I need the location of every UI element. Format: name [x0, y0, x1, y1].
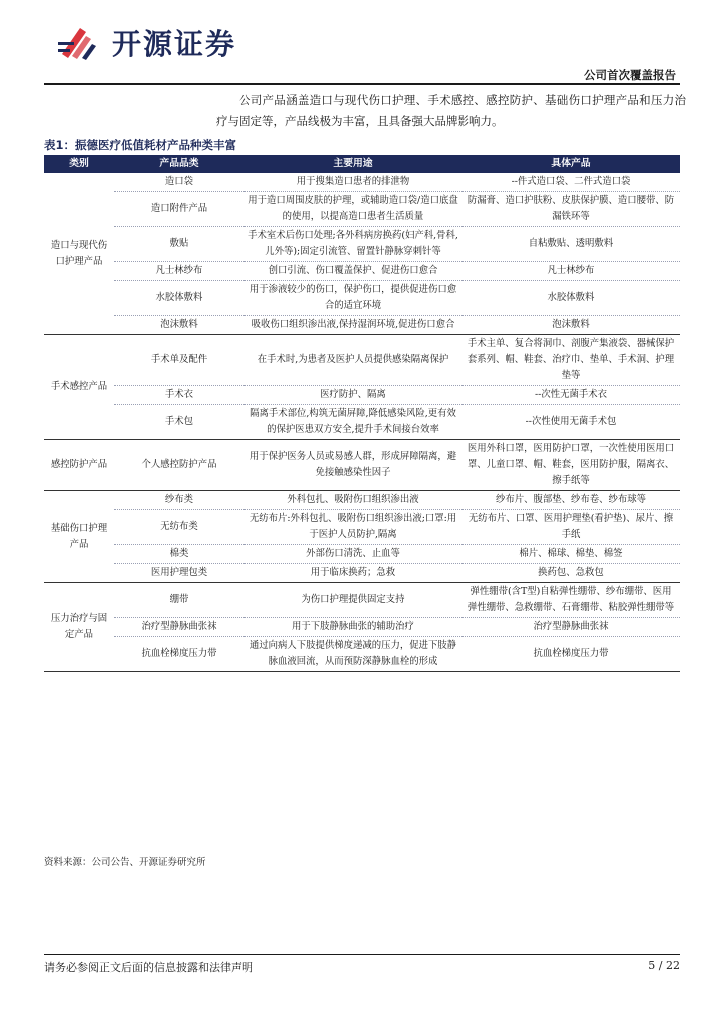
product-type-cell: 医用护理包类: [114, 564, 244, 583]
specific-products-cell: 防漏膏、造口护肤粉、皮肤保护膜、造口腰带、防漏铁环等: [462, 192, 680, 227]
header-main-use: 主要用途: [244, 155, 462, 173]
table-row: [44, 440, 680, 491]
footer-disclaimer: 请务必参阅正文后面的信息披露和法律声明: [44, 961, 253, 974]
table-row: [44, 386, 680, 405]
category-cell: 感控防护产品: [44, 440, 114, 491]
table-row: [44, 192, 680, 227]
specific-products-cell: 水胶体敷料: [462, 281, 680, 316]
table-row: [44, 262, 680, 281]
main-use-cell: 为伤口护理提供固定支持: [244, 583, 462, 618]
header-specific-products: 具体产品: [462, 155, 680, 173]
specific-products-cell: --次性无菌手术衣: [462, 386, 680, 405]
category-cell: 基础伤口护理产品: [44, 491, 114, 583]
specific-products-cell: 棉片、棉球、棉垫、棉签: [462, 545, 680, 564]
product-type-cell: 棉类: [114, 545, 244, 564]
main-use-cell: 用于下肢静脉曲张的辅助治疗: [244, 618, 462, 637]
header-product-type: 产品品类: [114, 155, 244, 173]
brand-logo: [58, 24, 236, 64]
product-type-cell: 泡沫敷料: [114, 316, 244, 335]
main-use-cell: 医疗防护、隔离: [244, 386, 462, 405]
main-use-cell: 吸收伤口组织渗出液,保持湿润环境,促进伤口愈合: [244, 316, 462, 335]
category-cell: 手术感控产品: [44, 335, 114, 440]
specific-products-cell: 医用外科口罩，医用防护口罩，一次性使用医用口罩、儿童口罩、帽、鞋套，医用防护服，隔离衣、擦手纸等: [462, 440, 680, 491]
product-type-cell: 手术衣: [114, 386, 244, 405]
kaiyuan-logo-icon: [58, 24, 104, 64]
product-type-cell: 造口附件产品: [114, 192, 244, 227]
header-category: 类别: [44, 155, 114, 173]
product-table: [44, 155, 680, 672]
table-body: [44, 173, 680, 672]
product-type-cell: 治疗型静脉曲张袜: [114, 618, 244, 637]
report-type-label: 公司首次覆盖报告: [584, 68, 676, 82]
main-use-cell: 用于保护医务人员或易感人群，形成屏障隔离，避免接触感染性因子: [244, 440, 462, 491]
source-note: 资料来源：公司公告、开源证券研究所: [44, 857, 206, 868]
product-type-cell: 绷带: [114, 583, 244, 618]
table-row: [44, 583, 680, 618]
table-row: [44, 510, 680, 545]
table-row: [44, 618, 680, 637]
table-row: [44, 227, 680, 262]
table-row: [44, 173, 680, 192]
product-type-cell: 纱布类: [114, 491, 244, 510]
header-divider: [44, 83, 680, 85]
intro-text: 公司产品涵盖造口与现代伤口护理、手术感控、感控防护、基础伤口护理产品和压力治疗与固定等，产品线极为丰富，且具备强大品牌影响力。: [216, 93, 686, 128]
main-use-cell: 用于造口周围皮肤的护理，或辅助造口袋/造口底盘的使用，以提高造口患者生活质量: [244, 192, 462, 227]
main-use-cell: 外科包扎、吸附伤口组织渗出液: [244, 491, 462, 510]
main-use-cell: 隔离手术部位,构筑无菌屏障,降低感染风险,更有效的保护医患双方安全,提升手术间接台效率: [244, 405, 462, 440]
specific-products-cell: 治疗型静脉曲张袜: [462, 618, 680, 637]
table-row: [44, 316, 680, 335]
main-use-cell: 创口引流、伤口覆盖保护、促进伤口愈合: [244, 262, 462, 281]
specific-products-cell: 无纺布片、口罩、医用护理垫(看护垫)、尿片、擦手纸: [462, 510, 680, 545]
specific-products-cell: 手术主单、复合将洞巾、剖腹产集液袋、器械保护套系列、帽、鞋套、治疗巾、垫单、手术洞、护理垫等: [462, 335, 680, 386]
product-type-cell: 抗血栓梯度压力带: [114, 637, 244, 672]
table-row: [44, 281, 680, 316]
specific-products-cell: 凡士林纱布: [462, 262, 680, 281]
specific-products-cell: 弹性绷带(含T型)自粘弹性绷带、纱布绷带、医用弹性绷带、急救绷带、石膏绷带、粘胶弹性绷带等: [462, 583, 680, 618]
page-header: [0, 0, 724, 90]
product-type-cell: 个人感控防护产品: [114, 440, 244, 491]
product-type-cell: 凡士林纱布: [114, 262, 244, 281]
category-cell: 造口与现代伤口护理产品: [44, 173, 114, 335]
main-use-cell: 用于搜集造口患者的排泄物: [244, 173, 462, 192]
main-use-cell: 通过向病人下肢提供梯度递减的压力，促进下肢静脉血液回流，从而预防深静脉血栓的形成: [244, 637, 462, 672]
product-type-cell: 手术单及配件: [114, 335, 244, 386]
table-row: [44, 637, 680, 672]
footer-divider: [44, 954, 680, 955]
page-number: 5 / 22: [648, 959, 680, 972]
table-row: [44, 491, 680, 510]
specific-products-cell: 自粘敷贴、透明敷料: [462, 227, 680, 262]
specific-products-cell: 纱布片、腹部垫、纱布卷、纱布球等: [462, 491, 680, 510]
product-type-cell: 造口袋: [114, 173, 244, 192]
product-type-cell: 无纺布类: [114, 510, 244, 545]
table-row: [44, 405, 680, 440]
product-type-cell: 敷贴: [114, 227, 244, 262]
main-use-cell: 在手术时,为患者及医护人员提供感染隔离保护: [244, 335, 462, 386]
table-row: [44, 545, 680, 564]
main-use-cell: 用于临床换药；急救: [244, 564, 462, 583]
table-header-row: [44, 155, 680, 173]
product-type-cell: 手术包: [114, 405, 244, 440]
brand-name: 开源证券: [112, 27, 237, 61]
main-use-cell: 外部伤口清洗、止血等: [244, 545, 462, 564]
intro-paragraph: [216, 90, 686, 132]
table-row: [44, 564, 680, 583]
main-use-cell: 用于渗液较少的伤口，保护伤口，提供促进伤口愈合的适宜环境: [244, 281, 462, 316]
specific-products-cell: 泡沫敷料: [462, 316, 680, 335]
main-use-cell: 手术室术后伤口处理;各外科病房换药(妇产科,骨科,儿外等);固定引流管、留置针静脉穿刺针等: [244, 227, 462, 262]
specific-products-cell: --次性使用无菌手术包: [462, 405, 680, 440]
specific-products-cell: 换药包、急救包: [462, 564, 680, 583]
category-cell: 压力治疗与固定产品: [44, 583, 114, 672]
table-row: [44, 335, 680, 386]
specific-products-cell: --件式造口袋、二件式造口袋: [462, 173, 680, 192]
product-type-cell: 水胶体敷料: [114, 281, 244, 316]
specific-products-cell: 抗血栓梯度压力带: [462, 637, 680, 672]
main-use-cell: 无纺布片:外科包扎、吸附伤口组织渗出液;口罩:用于医护人员防护,隔离: [244, 510, 462, 545]
table-title: 表1：振德医疗低值耗材产品种类丰富: [44, 138, 236, 152]
